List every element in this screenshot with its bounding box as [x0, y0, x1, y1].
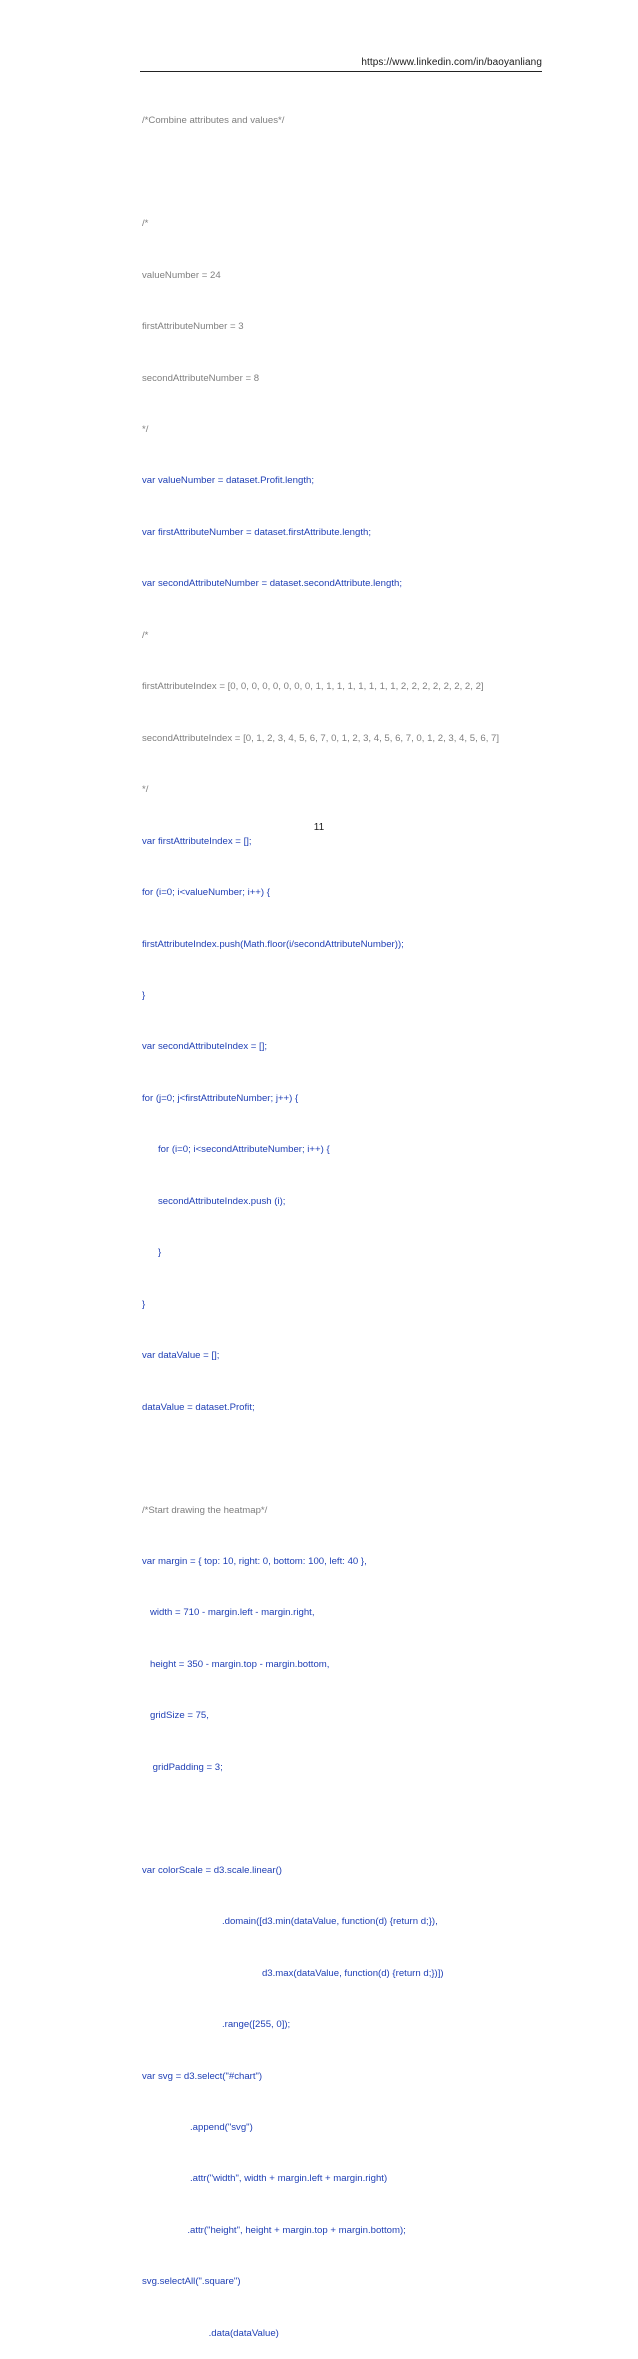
code-line: var svg = d3.select("#chart") — [142, 2070, 263, 2082]
code-block — [142, 78, 562, 2359]
code-line: .domain([d3.min(dataValue, function(d) {return d;}), — [142, 1916, 438, 1928]
code-line — [142, 164, 562, 181]
code-line: var firstAttributeNumber = dataset.firstAttribute.length; — [142, 526, 372, 538]
code-line: /* — [142, 218, 149, 230]
code-line: dataValue = dataset.Profit; — [142, 1401, 255, 1413]
code-line: /* — [142, 629, 149, 641]
code-line: for (i=0; i<valueNumber; i++) { — [142, 887, 270, 899]
code-line: var secondAttributeNumber = dataset.secondAttribute.length; — [142, 578, 402, 590]
header-divider — [140, 71, 542, 72]
code-line: valueNumber = 24 — [142, 269, 221, 281]
code-line — [142, 1450, 562, 1467]
code-line: .attr("width", width + margin.left + margin.right) — [142, 2173, 388, 2185]
code-line: var secondAttributeIndex = []; — [142, 1041, 268, 1053]
code-line: firstAttributeIndex.push(Math.floor(i/secondAttributeNumber)); — [142, 938, 404, 950]
code-line: svg.selectAll(".square") — [142, 2276, 241, 2288]
code-line: gridSize = 75, — [142, 1710, 209, 1722]
code-line: firstAttributeNumber = 3 — [142, 321, 244, 333]
code-line: for (j=0; j<firstAttributeNumber; j++) { — [142, 1092, 299, 1104]
code-line: */ — [142, 784, 149, 796]
code-line: secondAttributeIndex.push (i); — [142, 1195, 286, 1207]
code-line: */ — [142, 424, 149, 436]
code-line: gridPadding = 3; — [142, 1761, 223, 1773]
code-line: /*Start drawing the heatmap*/ — [142, 1504, 268, 1516]
header-url: https://www.linkedin.com/in/baoyanliang — [361, 57, 542, 68]
code-line: .range([255, 0]); — [142, 2019, 291, 2031]
code-line: d3.max(dataValue, function(d) {return d;})]) — [142, 1967, 444, 1979]
code-line: var margin = { top: 10, right: 0, bottom: 100, left: 40 }, — [142, 1556, 367, 1567]
code-line: width = 710 - margin.left - margin.right, — [142, 1607, 315, 1619]
code-line: for (i=0; i<secondAttributeNumber; i++) { — [142, 1144, 330, 1156]
code-line: .append("svg") — [142, 2121, 253, 2133]
code-line: var dataValue = []; — [142, 1350, 220, 1362]
code-line: var colorScale = d3.scale.linear() — [142, 1864, 282, 1876]
code-line: } — [142, 990, 146, 1002]
code-line: secondAttributeIndex = [0, 1, 2, 3, 4, 5, 6, 7, 0, 1, 2, 3, 4, 5, 6, 7, 0, 1, 2, 3, 4, 5, 6, 7] — [142, 732, 500, 744]
code-line: .attr("height", height + margin.top + margin.bottom); — [142, 2224, 406, 2236]
code-line: var valueNumber = dataset.Profit.length; — [142, 475, 314, 487]
code-line — [142, 1810, 562, 1827]
code-line: firstAttributeIndex = [0, 0, 0, 0, 0, 0, 0, 0, 1, 1, 1, 1, 1, 1, 1, 1, 2, 2, 2, 2, 2, 2, 2, 2] — [142, 681, 484, 693]
code-line: .data(dataValue) — [142, 2327, 279, 2339]
code-line: secondAttributeNumber = 8 — [142, 372, 260, 384]
code-line: var firstAttributeIndex = []; — [142, 835, 252, 847]
code-line: } — [142, 1247, 162, 1259]
code-line: /*Combine attributes and values*/ — [142, 115, 285, 127]
code-line: } — [142, 1298, 146, 1310]
page-number: 11 — [313, 822, 325, 833]
code-line: height = 350 - margin.top - margin.bottom, — [142, 1658, 330, 1670]
